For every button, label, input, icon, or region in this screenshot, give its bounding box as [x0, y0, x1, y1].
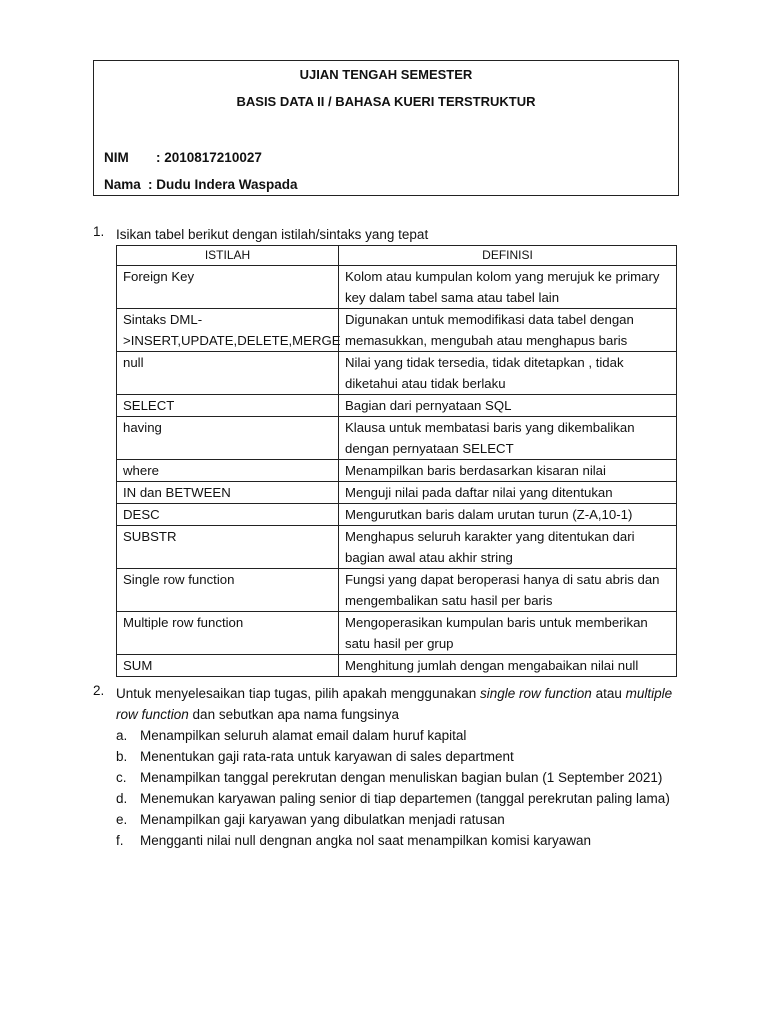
list-item-text: Menemukan karyawan paling senior di tiap departemen (tanggal perekrutan paling lama)	[140, 791, 670, 806]
question-1-text: Isikan tabel berikut dengan istilah/sintaks yang tepat	[116, 227, 429, 242]
list-item	[116, 746, 676, 767]
table-row	[117, 266, 677, 309]
exam-header-box	[93, 60, 679, 196]
list-item	[116, 830, 676, 851]
definition-cell: Menghapus seluruh karakter yang ditentukan dari bagian awal atau akhir string	[339, 526, 677, 569]
course-title: BASIS DATA II / BAHASA KUERI TERSTRUKTUR	[236, 94, 536, 109]
list-item	[116, 767, 676, 788]
table-row	[117, 526, 677, 569]
question-2-text-part: Untuk menyelesaikan tiap tugas, pilih apakah menggunakan	[116, 686, 480, 701]
question-1-number: 1.	[93, 224, 105, 239]
term-cell: null	[117, 352, 339, 395]
nama-row	[104, 177, 298, 192]
definition-cell: Kolom atau kumpulan kolom yang merujuk ke primary key dalam tabel sama atau tabel lain	[339, 266, 677, 309]
nama-value: : Dudu Indera Waspada	[148, 177, 298, 192]
table-row	[117, 569, 677, 612]
term-cell: DESC	[117, 504, 339, 526]
table-row	[117, 655, 677, 677]
term-cell: Single row function	[117, 569, 339, 612]
table-row	[117, 482, 677, 504]
definition-cell: Menampilkan baris berdasarkan kisaran nilai	[339, 460, 677, 482]
question-2-italic-term: single row function	[480, 686, 592, 701]
list-item	[116, 788, 676, 809]
table-row	[117, 504, 677, 526]
table-row	[117, 352, 677, 395]
table-row	[117, 395, 677, 417]
terms-table	[116, 245, 677, 677]
table-row	[117, 417, 677, 460]
nim-value: : 2010817210027	[156, 150, 262, 165]
nama-label: Nama	[104, 177, 141, 192]
question-2-text-part: atau	[591, 686, 626, 701]
nim-label: NIM	[104, 150, 129, 165]
definition-cell: Menghitung jumlah dengan mengabaikan nilai null	[339, 655, 677, 677]
question-2-italic-term: multiple row function	[116, 686, 673, 722]
list-marker: d.	[116, 791, 128, 806]
column-header-istilah: ISTILAH	[117, 246, 339, 266]
column-header-definisi: DEFINISI	[339, 246, 677, 266]
term-cell: Multiple row function	[117, 612, 339, 655]
definition-cell: Mengoperasikan kumpulan baris untuk memberikan satu hasil per grup	[339, 612, 677, 655]
list-item-text: Menampilkan gaji karyawan yang dibulatkan menjadi ratusan	[140, 812, 505, 827]
question-2-text	[116, 683, 676, 725]
exam-title: UJIAN TENGAH SEMESTER	[299, 67, 473, 82]
list-marker: f.	[116, 833, 124, 848]
definition-cell: Mengurutkan baris dalam urutan turun (Z-A,10-1)	[339, 504, 677, 526]
list-marker: b.	[116, 749, 128, 764]
definition-cell: Nilai yang tidak tersedia, tidak ditetapkan , tidak diketahui atau tidak berlaku	[339, 352, 677, 395]
question-2-text-part: dan sebutkan apa nama fungsinya	[188, 707, 399, 722]
term-cell: SUM	[117, 655, 339, 677]
definition-cell: Bagian dari pernyataan SQL	[339, 395, 677, 417]
definition-cell: Fungsi yang dapat beroperasi hanya di satu abris dan mengembalikan satu hasil per baris	[339, 569, 677, 612]
list-marker: a.	[116, 728, 128, 743]
definition-cell: Menguji nilai pada daftar nilai yang ditentukan	[339, 482, 677, 504]
list-marker: e.	[116, 812, 128, 827]
term-cell: Foreign Key	[117, 266, 339, 309]
question-2-number: 2.	[93, 683, 105, 698]
nim-row	[104, 150, 262, 165]
list-item-text: Mengganti nilai null dengnan angka nol saat menampilkan komisi karyawan	[140, 833, 592, 848]
term-cell: having	[117, 417, 339, 460]
table-row	[117, 612, 677, 655]
definition-cell: Klausa untuk membatasi baris yang dikembalikan dengan pernyataan SELECT	[339, 417, 677, 460]
list-item	[116, 725, 676, 746]
table-header-row	[117, 246, 677, 266]
definition-cell: Digunakan untuk memodifikasi data tabel dengan memasukkan, mengubah atau menghapus baris	[339, 309, 677, 352]
list-item	[116, 809, 676, 830]
term-cell: SUBSTR	[117, 526, 339, 569]
list-item-text: Menampilkan seluruh alamat email dalam huruf kapital	[140, 728, 467, 743]
term-cell: IN dan BETWEEN	[117, 482, 339, 504]
term-cell: where	[117, 460, 339, 482]
list-marker: c.	[116, 770, 127, 785]
table-row	[117, 309, 677, 352]
question-2-task-list	[116, 725, 676, 851]
term-cell: SELECT	[117, 395, 339, 417]
list-item-text: Menampilkan tanggal perekrutan dengan menuliskan bagian bulan (1 September 2021)	[140, 770, 663, 785]
term-cell: Sintaks DML->INSERT,UPDATE,DELETE,MERGE	[117, 309, 339, 352]
table-row	[117, 460, 677, 482]
list-item-text: Menentukan gaji rata-rata untuk karyawan di sales department	[140, 749, 514, 764]
